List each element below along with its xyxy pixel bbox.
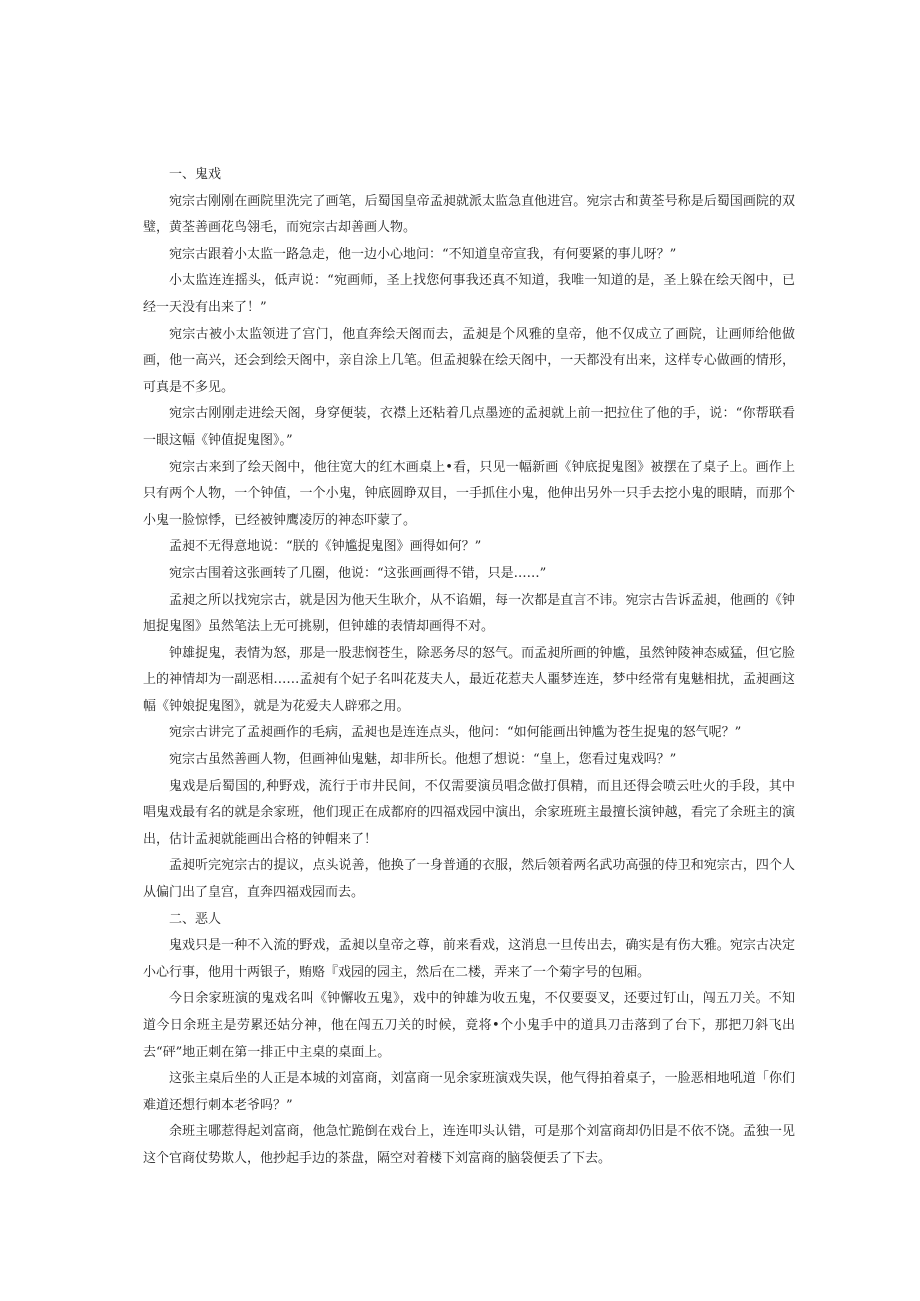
paragraph: 宛宗古讲完了孟昶画作的毛病，孟昶也是连连点头，他问：“如何能画出钟尴为苍生捉鬼的怒气呢？” [169,725,742,741]
paragraph: 孟昶不无得意地说：“朕的《钟尴捉鬼图》画得如何？” [169,539,482,555]
paragraph: 宛宗古刚刚在画院里洗完了画笔，后蜀国皇帝孟昶就派太监急直他进宫。宛宗古和黄荃号称是后蜀国画院的双璧，黄荃善画花鸟翎毛，而宛宗古却善画人物。 [143,193,795,236]
paragraph: 鬼戏是后蜀国的,种野戏，流行于市井民间，不仅需要演员唱念做打俱精，而且还得会喷云吐火的手段，其中唱鬼戏最有名的就是余家班，他们现正在成都府的四福戏园中演出，余家班班主最擅长演钟越，看完了余班主的演出，估计孟昶就能画出合格的钟帽来了！ [143,778,795,847]
paragraph: 孟昶之所以找宛宗古，就是因为他天生耿介，从不谄媚，每一次都是直言不讳。宛宗古告诉孟昶，他画的《钟旭捉鬼图》虽然笔法上无可挑剔，但钟雄的表情却画得不对。 [143,592,795,635]
paragraph: 宛宗古围着这张画转了几圈，他说：“这张画画得不错，只是……” [169,565,547,581]
paragraph: 钟雄捉鬼，表情为怒，那是一股悲悯苍生，除恶务尽的怒气。而孟昶所画的钟尴，虽然钟陵神态威猛，但它脸上的神情却为一副恶相……孟昶有个妃子名叫花芨夫人，最近花惹夫人噩梦连连，梦中经常有鬼魅相扰，孟昶画这幅《钟娘捉鬼图》，就是为花爱夫人辟邪之用。 [143,645,795,714]
section-heading: 一、鬼戏 [169,167,222,182]
paragraph: 今日余家班演的鬼戏名叫《钟懈收五鬼》，戏中的钟雄为收五鬼，不仅要耍叉，还要过钉山，闯五刀关。不知道今日余班主是劳累还姑分神，他在闯五刀关的时候，竟将•个小鬼手中的道具刀击落到了台下，那把刀斜飞出去“砰”地正刺在第一排正中主桌的桌面上。 [143,991,795,1060]
section-heading: 二、恶人 [169,911,222,927]
document-page [143,162,795,1173]
paragraph: 小太监连连摇头，低声说：“宛画师，圣上找您何事我还真不知道，我唯一知道的是，圣上躲在绘天阁中，已经一天没有出来了！” [143,273,795,315]
paragraph: 余班主哪惹得起刘富商，他急忙跪倒在戏台上，连连叩头认错，可是那个刘富商却仍旧是不依不饶。孟独一见这个官商仗势欺人，他抄起手边的茶盘，隔空对着楼下刘富商的脑袋便丢了下去。 [143,1124,795,1166]
paragraph: 宛宗古被小太监领进了宫门，他直奔绘天阁而去，孟昶是个风雅的皇帝，他不仅成立了画院，让画师给他做画，他一高兴，还会到绘天阁中，亲自涂上几笔。但孟昶躲在绘天阁中，一天都没有出来，这样专心做画的情形，可真是不多见。 [143,326,795,395]
paragraph: 鬼戏只是一种不入流的野戏，孟昶以皇帝之尊，前来看戏，这消息一旦传出去，确实是有伤大雅。宛宗古决定小心行事，他用十两银子，贿赂『戏园的园主，然后在二楼，弄来了一个菊字号的包厢。 [143,938,795,980]
paragraph: 宛宗古虽然善画人物，但画神仙鬼魅，却非所长。他想了想说：“皇上，您看过鬼戏吗？” [169,752,677,768]
paragraph: 宛宗古刚刚走进绘天阁，身穿便装，衣襟上还粘着几点墨迹的孟昶就上前一把拉住了他的手，说：“你帮联看一眼这幅《钟值捉鬼图》。” [143,406,795,448]
paragraph: 孟昶听完宛宗古的提议，点头说善，他换了一身普通的衣服，然后领着两名武功高强的侍卫和宛宗古，四个人从偏门出了皇宫，直奔四福戏园而去。 [143,858,795,901]
paragraph: 这张主桌后坐的人正是本城的刘富商，刘富商一见余家班演戏失误，他气得拍着桌子，一脸恶相地吼道「你们难道还想行刺本老爷吗？” [143,1071,795,1113]
paragraph: 宛宗古跟着小太监一路急走，他一边小心地问：“不知道皇帝宣我，有何要紧的事儿呀？” [169,246,677,262]
paragraph: 宛宗古来到了绘天阁中，他往宽大的红木画桌上•看，只见一幅新画《钟底捉鬼图》被摆在了桌子上。画作上只有两个人物，一个钟值，一个小鬼，钟底圆睁双目，一手抓住小鬼，他伸出另外一只手去挖小鬼的眼睛，而那个小鬼一脸惊悸，已经被钟鹰凌厉的神态吓蒙了。 [143,459,795,528]
